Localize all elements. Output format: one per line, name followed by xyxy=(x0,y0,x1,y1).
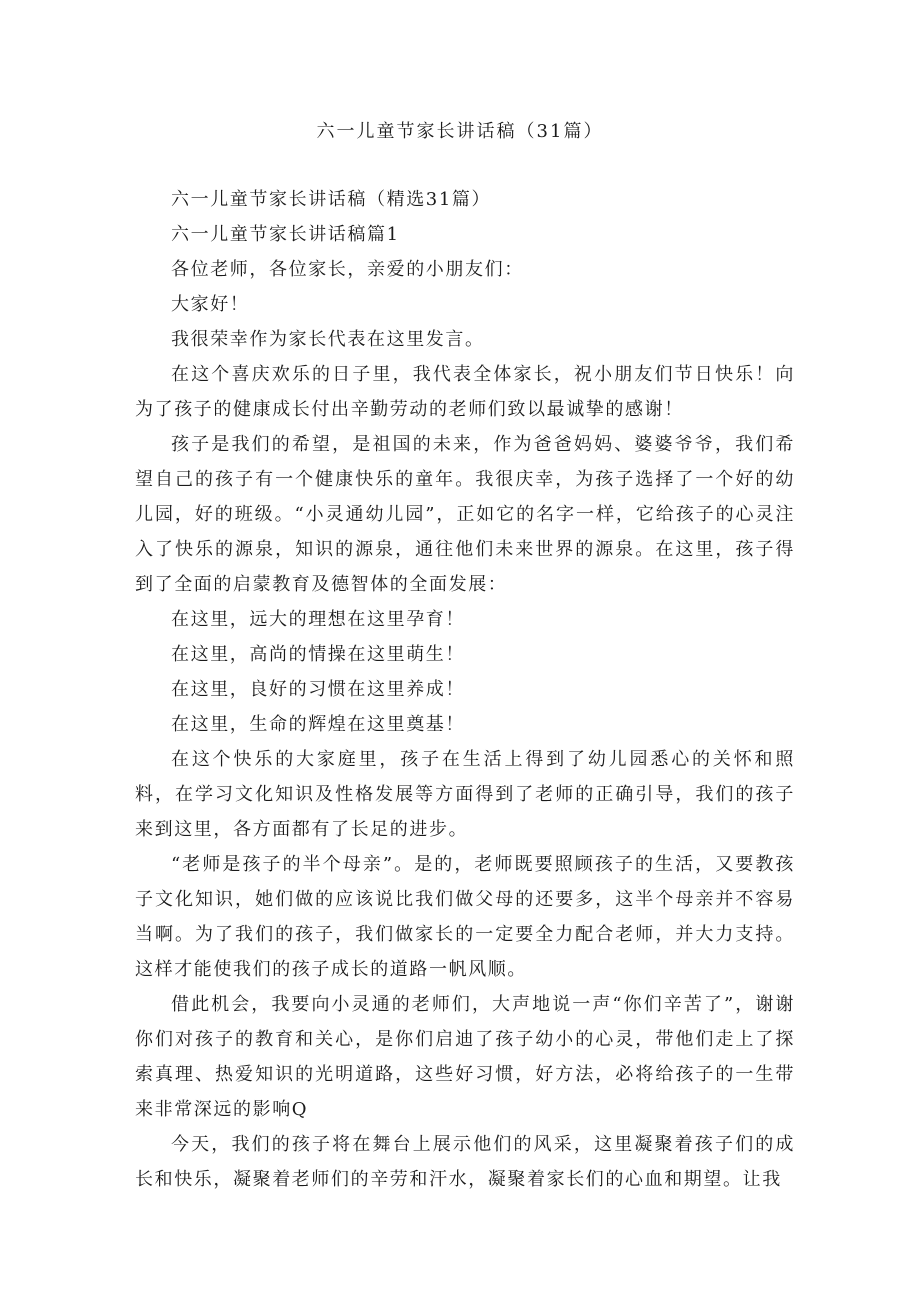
body-paragraph: 在这个喜庆欢乐的日子里，我代表全体家长，祝小朋友们节日快乐！向为了孩子的健康成长付出辛勤劳动的老师们致以最诚挚的感谢！ xyxy=(135,364,795,420)
greeting-paragraph: 大家好！ xyxy=(171,294,250,315)
section-heading: 六一儿童节家长讲话稿篇1 xyxy=(171,224,400,245)
document-body xyxy=(135,182,795,1197)
document-title: 六一儿童节家长讲话稿（31篇） xyxy=(316,121,604,142)
body-paragraph: 在这个快乐的大家庭里，孩子在生活上得到了幼儿园悉心的关怀和照料，在学习文化知识及性格发展等方面得到了老师的正确引导，我们的孩子来到这里，各方面都有了长足的进步。 xyxy=(135,749,795,840)
subtitle-paragraph: 六一儿童节家长讲话稿（精选31篇） xyxy=(171,189,492,210)
body-paragraph: 在这里，良好的习惯在这里养成！ xyxy=(171,679,465,700)
body-paragraph: “老师是孩子的半个母亲”。是的，老师既要照顾孩子的生活，又要教孩子文化知识，她们做的应该说比我们做父母的还要多，这半个母亲并不容易当啊。为了我们的孩子，我们做家长的一定要全力配合老师，并大力支持。这样才能使我们的孩子成长的道路一帆风顺。 xyxy=(135,854,795,980)
salutation-paragraph: 各位老师，各位家长，亲爱的小朋友们： xyxy=(171,259,524,280)
body-paragraph: 今天，我们的孩子将在舞台上展示他们的风采，这里凝聚着孩子们的成长和快乐，凝聚着老师们的辛劳和汗水，凝聚着家长们的心血和期望。让我 xyxy=(135,1134,795,1190)
body-paragraph: 在这里，生命的辉煌在这里奠基！ xyxy=(171,714,465,735)
body-paragraph: 孩子是我们的希望，是祖国的未来，作为爸爸妈妈、婆婆爷爷，我们希望自己的孩子有一个健康快乐的童年。我很庆幸，为孩子选择了一个好的幼儿园，好的班级。“小灵通幼儿园”，正如它的名字一样，它给孩子的心灵注入了快乐的源泉，知识的源泉，通往他们未来世界的源泉。在这里，孩子得到了全面的启蒙教育及德智体的全面发展： xyxy=(135,434,795,595)
intro-paragraph: 我很荣幸作为家长代表在这里发言。 xyxy=(171,329,485,350)
body-paragraph: 借此机会，我要向小灵通的老师们，大声地说一声“你们辛苦了”，谢谢你们对孩子的教育和关心，是你们启迪了孩子幼小的心灵，带他们走上了探索真理、热爱知识的光明道路，这些好习惯，好方法，必将给孩子的一生带来非常深远的影响Q xyxy=(135,994,795,1120)
body-paragraph: 在这里，远大的理想在这里孕育！ xyxy=(171,609,465,630)
body-paragraph: 在这里，高尚的情操在这里萌生！ xyxy=(171,644,465,665)
